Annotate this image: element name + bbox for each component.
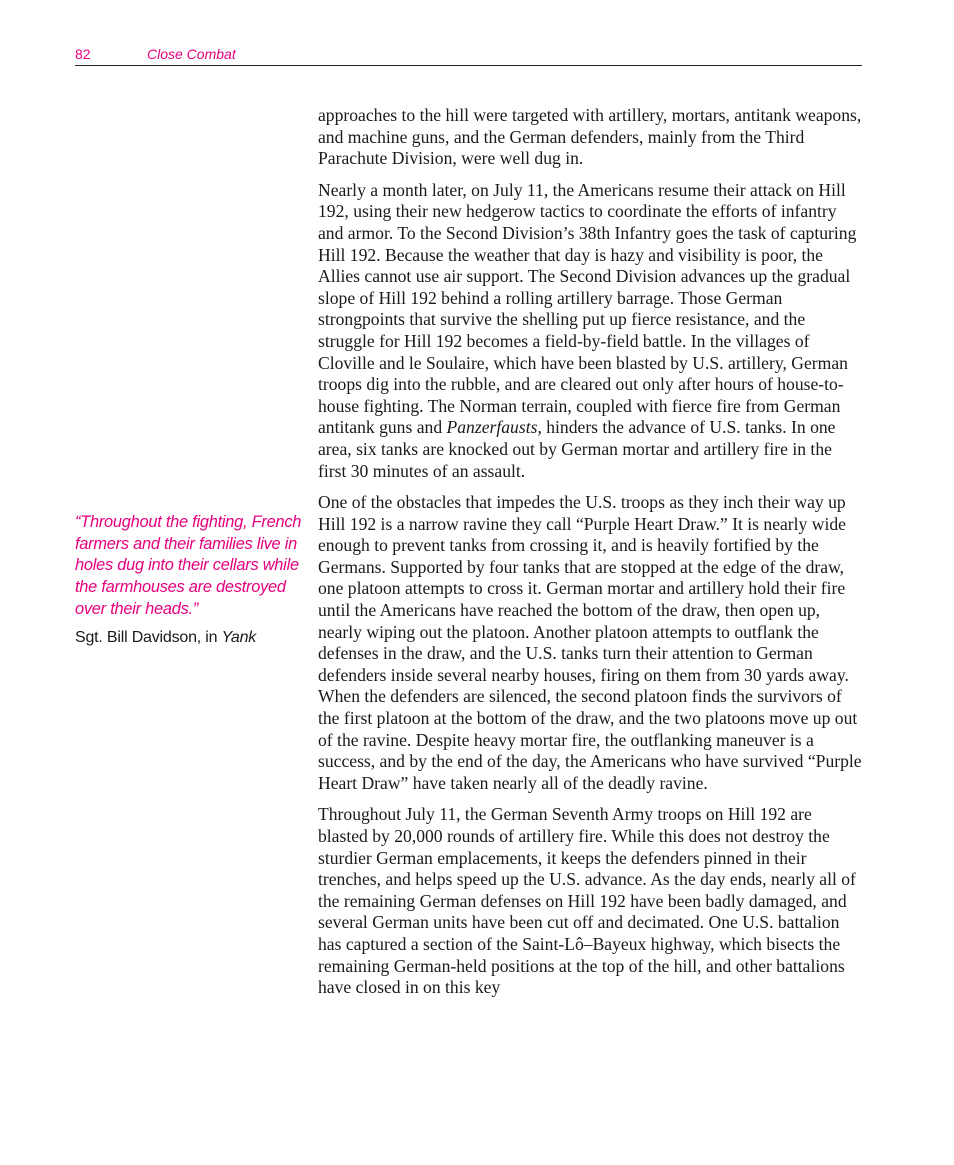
body-paragraph-1: approaches to the hill were targeted with artillery, mortars, antitank weapons, and machine guns, and the German defenders, mainly from the Third Parachute Division, were well dug in.	[318, 105, 862, 169]
body-paragraph-2	[318, 180, 864, 482]
body-paragraph-3: One of the obstacles that impedes the U.S. troops as they inch their way up Hill 192 is a narrow ravine they call “Purple Heart Draw.” It is nearly wide enough to prevent tanks from crossing it, and is heavily fortified by the Germans. Supported by four tanks that are stopped at the edge of the draw, one platoon attempts to cross it. German mortar and artillery hold their fire until the Americans have reached the bottom of the draw, then open up, nearly wiping out the platoon. Another platoon attempts to outflank the defenses in the draw, and the U.S. tanks turn their attention to German defenders inside several nearby houses, firing on them from 30 yards away. When the defenders are silenced, the second platoon finds the survivors of the first platoon at the bottom of the draw, and the two platoons move up out of the ravine. Despite heavy mortar fire, the outflanking maneuver is a success, and by the end of the day, the Americans who have survived “Purple Heart Draw” have taken nearly all of the deadly ravine.	[318, 492, 862, 793]
body-paragraph-2-text-b: , hinders the advance of U.S. tanks. In one area, six tanks are knocked out by German mortar and artillery fire in the first 30 minutes of an assault.	[318, 417, 836, 481]
book-title: Close Combat	[147, 46, 236, 62]
sidebar-quote-block	[75, 512, 305, 648]
running-head	[75, 44, 862, 66]
attribution-author: Sgt. Bill Davidson, in	[75, 628, 222, 646]
quote-attribution	[75, 628, 305, 648]
body-paragraph-4: Throughout July 11, the German Seventh Army troops on Hill 192 are blasted by 20,000 rounds of artillery fire. While this does not destroy the sturdier German emplacements, it keeps the defenders pinned in their trenches, and helps speed up the U.S. advance. As the day ends, nearly all of the remaining German defenses on Hill 192 have been badly damaged, and several German units have been cut off and decimated. One U.S. battalion has captured a section of the Saint-Lô–Bayeux highway, which bisects the remaining German-held positions at the top of the hill, and other battalions have closed in on this key	[318, 804, 856, 998]
body-paragraph-2-italic-term: Panzerfausts	[446, 417, 538, 438]
body-paragraph-2-text-a: Nearly a month later, on July 11, the Americans resume their attack on Hill 192, using their new hedgerow tactics to coordinate the efforts of infantry and armor. To the Second Division’s 38th Infantry goes the task of capturing Hill 192. Because the weather that day is hazy and visibility is poor, the Allies cannot use air support. The Second Division advances up the gradual slope of Hill 192 behind a rolling artillery barrage. Those German strongpoints that survive the shelling put up fierce resistance, and the struggle for Hill 192 becomes a field-by-field battle. In the villages of Cloville and le Soulaire, which have been blasted by U.S. artillery, German troops dig into the rubble, and are cleared out only after hours of house-to-house fighting. The Norman terrain, coupled with fierce fire from German antitank guns and	[318, 179, 857, 438]
page-number: 82	[75, 46, 91, 62]
body-text-column	[318, 105, 864, 1009]
pull-quote: “Throughout the fighting, French farmers and their families live in holes dug into their cellars while the farmhouses are destroyed over their heads.”	[75, 513, 302, 618]
attribution-source: Yank	[221, 628, 257, 646]
